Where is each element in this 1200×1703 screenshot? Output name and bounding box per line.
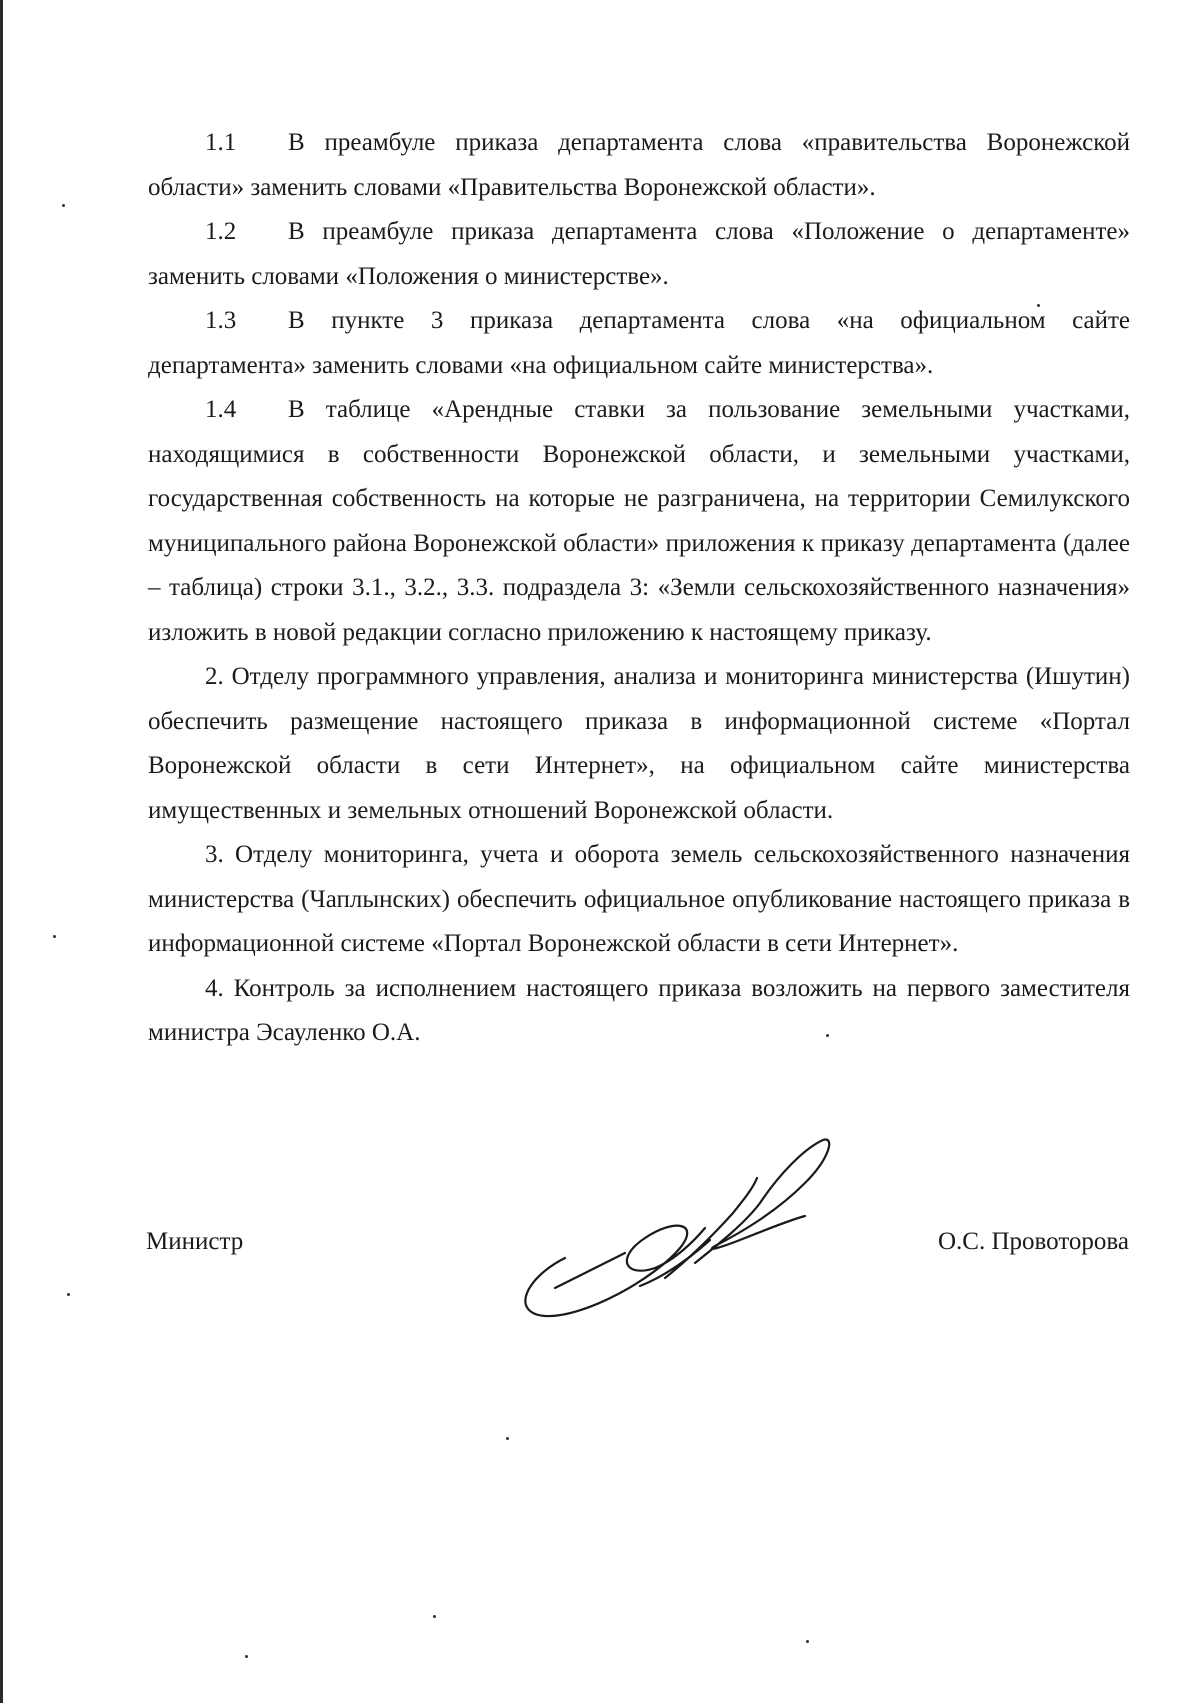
scan-speck — [506, 1437, 509, 1440]
signatory-role: Министр — [146, 1228, 244, 1255]
scan-speck — [1037, 304, 1040, 307]
document-body — [148, 121, 1130, 1056]
handwritten-signature — [505, 1128, 835, 1323]
signatory-name: О.С. Провоторова — [937, 1228, 1129, 1255]
paragraph-2: 2. Отделу программного управления, анализа и мониторинга министерства (Ишутин) обеспечить размещение настоящего приказа в информационной системе «Портал Воронежской области в сети Интернет», на официальном сайте министерства имущественных и земельных отношений Воронежской области. — [148, 663, 1130, 824]
item-1-4 — [148, 388, 1130, 655]
item-number: 1.1 — [205, 129, 237, 156]
item-text: В пункте 3 приказа департамента слова «на официальном сайте департамента» заменить словами «на официальном сайте министерства». — [148, 307, 1130, 379]
item-number: 1.4 — [205, 396, 237, 423]
item-number: 1.3 — [205, 307, 237, 334]
paragraph-3: 3. Отделу мониторинга, учета и оборота земель сельскохозяйственного назначения министерства (Чаплынских) обеспечить официальное опубликование настоящего приказа в информационной системе «Портал Воронежской области в сети Интернет». — [148, 841, 1130, 957]
item-text: В преамбуле приказа департамента слова «правительства Воронежской области» заменить словами «Правительства Воронежской области». — [148, 129, 1130, 201]
item-1-2 — [148, 210, 1130, 299]
scan-speck — [433, 1615, 436, 1618]
item-number: 1.2 — [205, 218, 237, 245]
scan-speck — [62, 204, 65, 207]
item-1-1 — [148, 121, 1130, 210]
scan-speck — [67, 1293, 70, 1296]
scan-speck — [53, 935, 56, 938]
paragraph-4: 4. Контроль за исполнением настоящего приказа возложить на первого заместителя министра Эсауленко О.А. — [148, 974, 1130, 1046]
item-text: В таблице «Арендные ставки за пользование земельными участками, находящимися в собственности Воронежской области, и земельными участками, государственная собственность на которые не разграничена, на территории Семилукского муниципального района Воронежской области» приложения к приказу департамента (далее – таблица) строки 3.1., 3.2., 3.3. подраздела 3: «Земли сельскохозяйственного назначения» изложить в новой редакции согласно приложению к настоящему приказу. — [148, 396, 1130, 646]
scan-speck — [806, 1640, 809, 1643]
scan-speck — [245, 1655, 248, 1658]
scan-speck — [826, 1034, 829, 1037]
item-1-3 — [148, 299, 1130, 388]
scan-edge — [0, 0, 3, 1703]
item-text: В преамбуле приказа департамента слова «Положение о департаменте» заменить словами «Положения о министерстве». — [148, 218, 1130, 290]
